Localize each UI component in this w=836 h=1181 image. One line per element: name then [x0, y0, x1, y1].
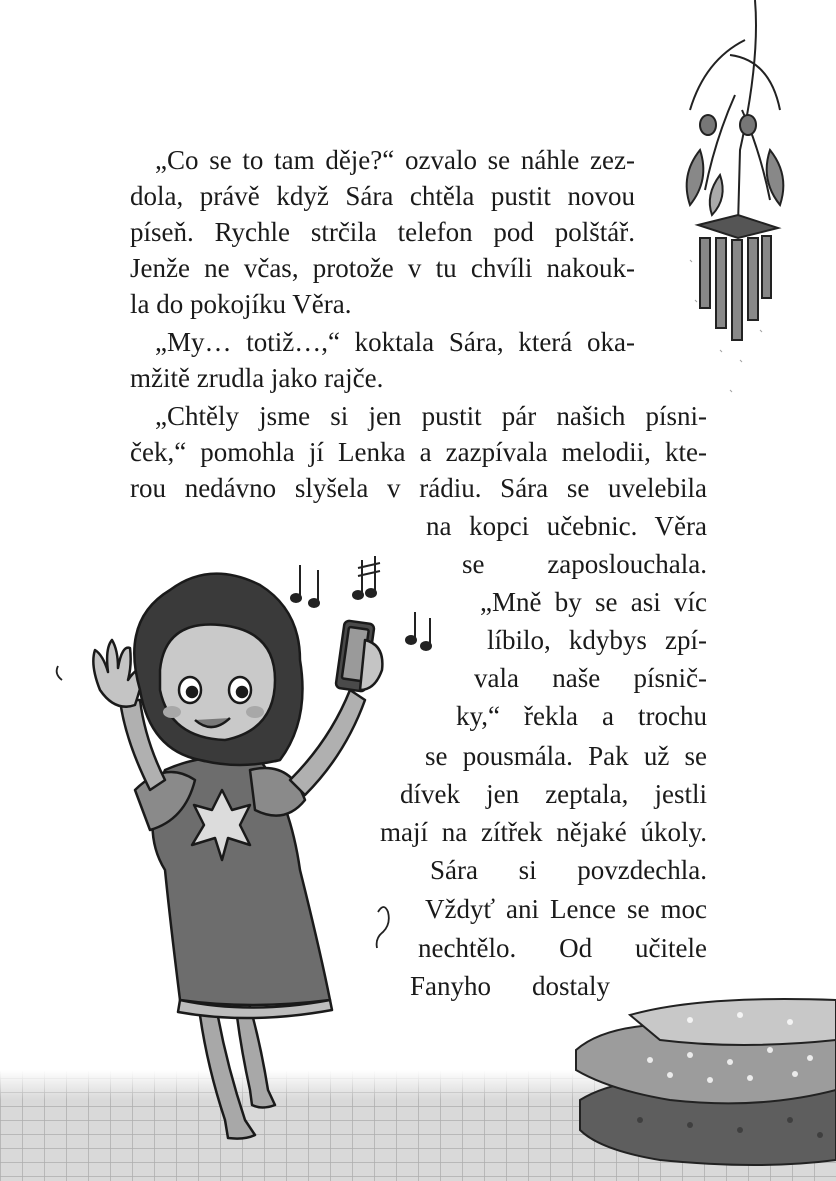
text-line: ček,“ pomohla jí Lenka a zazpívala melodii, kte-	[130, 437, 707, 467]
text-line: „Mně by se asi víc	[480, 587, 707, 617]
text-line: mají na zítřek nějaké úkoly.	[380, 817, 707, 847]
text-line: líbilo, kdybys zpí-	[487, 625, 707, 655]
text-line: Sára si povzdechla.	[430, 855, 707, 885]
text-line: Jenže ne včas, protože v tu chvíli nakouk-	[130, 253, 635, 283]
text-line: ky,“ řekla a trochu	[456, 701, 707, 731]
text-line: mžitě zrudla jako rajče.	[130, 363, 384, 393]
text-line: Fanyho dostaly	[410, 971, 610, 1001]
wind-chime-icon	[687, 0, 784, 392]
girl-illustration	[93, 574, 382, 1139]
text-line: rou nedávno slyšela v rádiu. Sára se uvelebila	[130, 473, 707, 503]
text-line: la do pokojíku Věra.	[130, 289, 352, 319]
text-line: „Co se to tam děje?“ ozvalo se náhle zez-	[155, 145, 635, 175]
text-line: „My… totiž…,“ koktala Sára, která oka-	[155, 327, 635, 357]
text-line: „Chtěly jsme si jen pustit pár našich písni-	[155, 401, 707, 431]
text-line: se zaposlouchala.	[462, 549, 707, 579]
text-line: na kopci učebnic. Věra	[426, 511, 707, 541]
text-line: Vždyť ani Lence se moc	[425, 894, 707, 924]
text-line: dívek jen zeptala, jestli	[400, 779, 707, 809]
text-line: dola, právě když Sára chtěla pustit novou	[130, 181, 635, 211]
pillows-icon	[576, 999, 836, 1165]
text-line: vala naše písnič-	[474, 663, 707, 693]
text-line: nechtělo. Od učitele	[418, 933, 707, 963]
text-line: píseň. Rychle strčila telefon pod polštář.	[130, 217, 635, 247]
text-line: se pousmála. Pak už se	[425, 741, 707, 771]
